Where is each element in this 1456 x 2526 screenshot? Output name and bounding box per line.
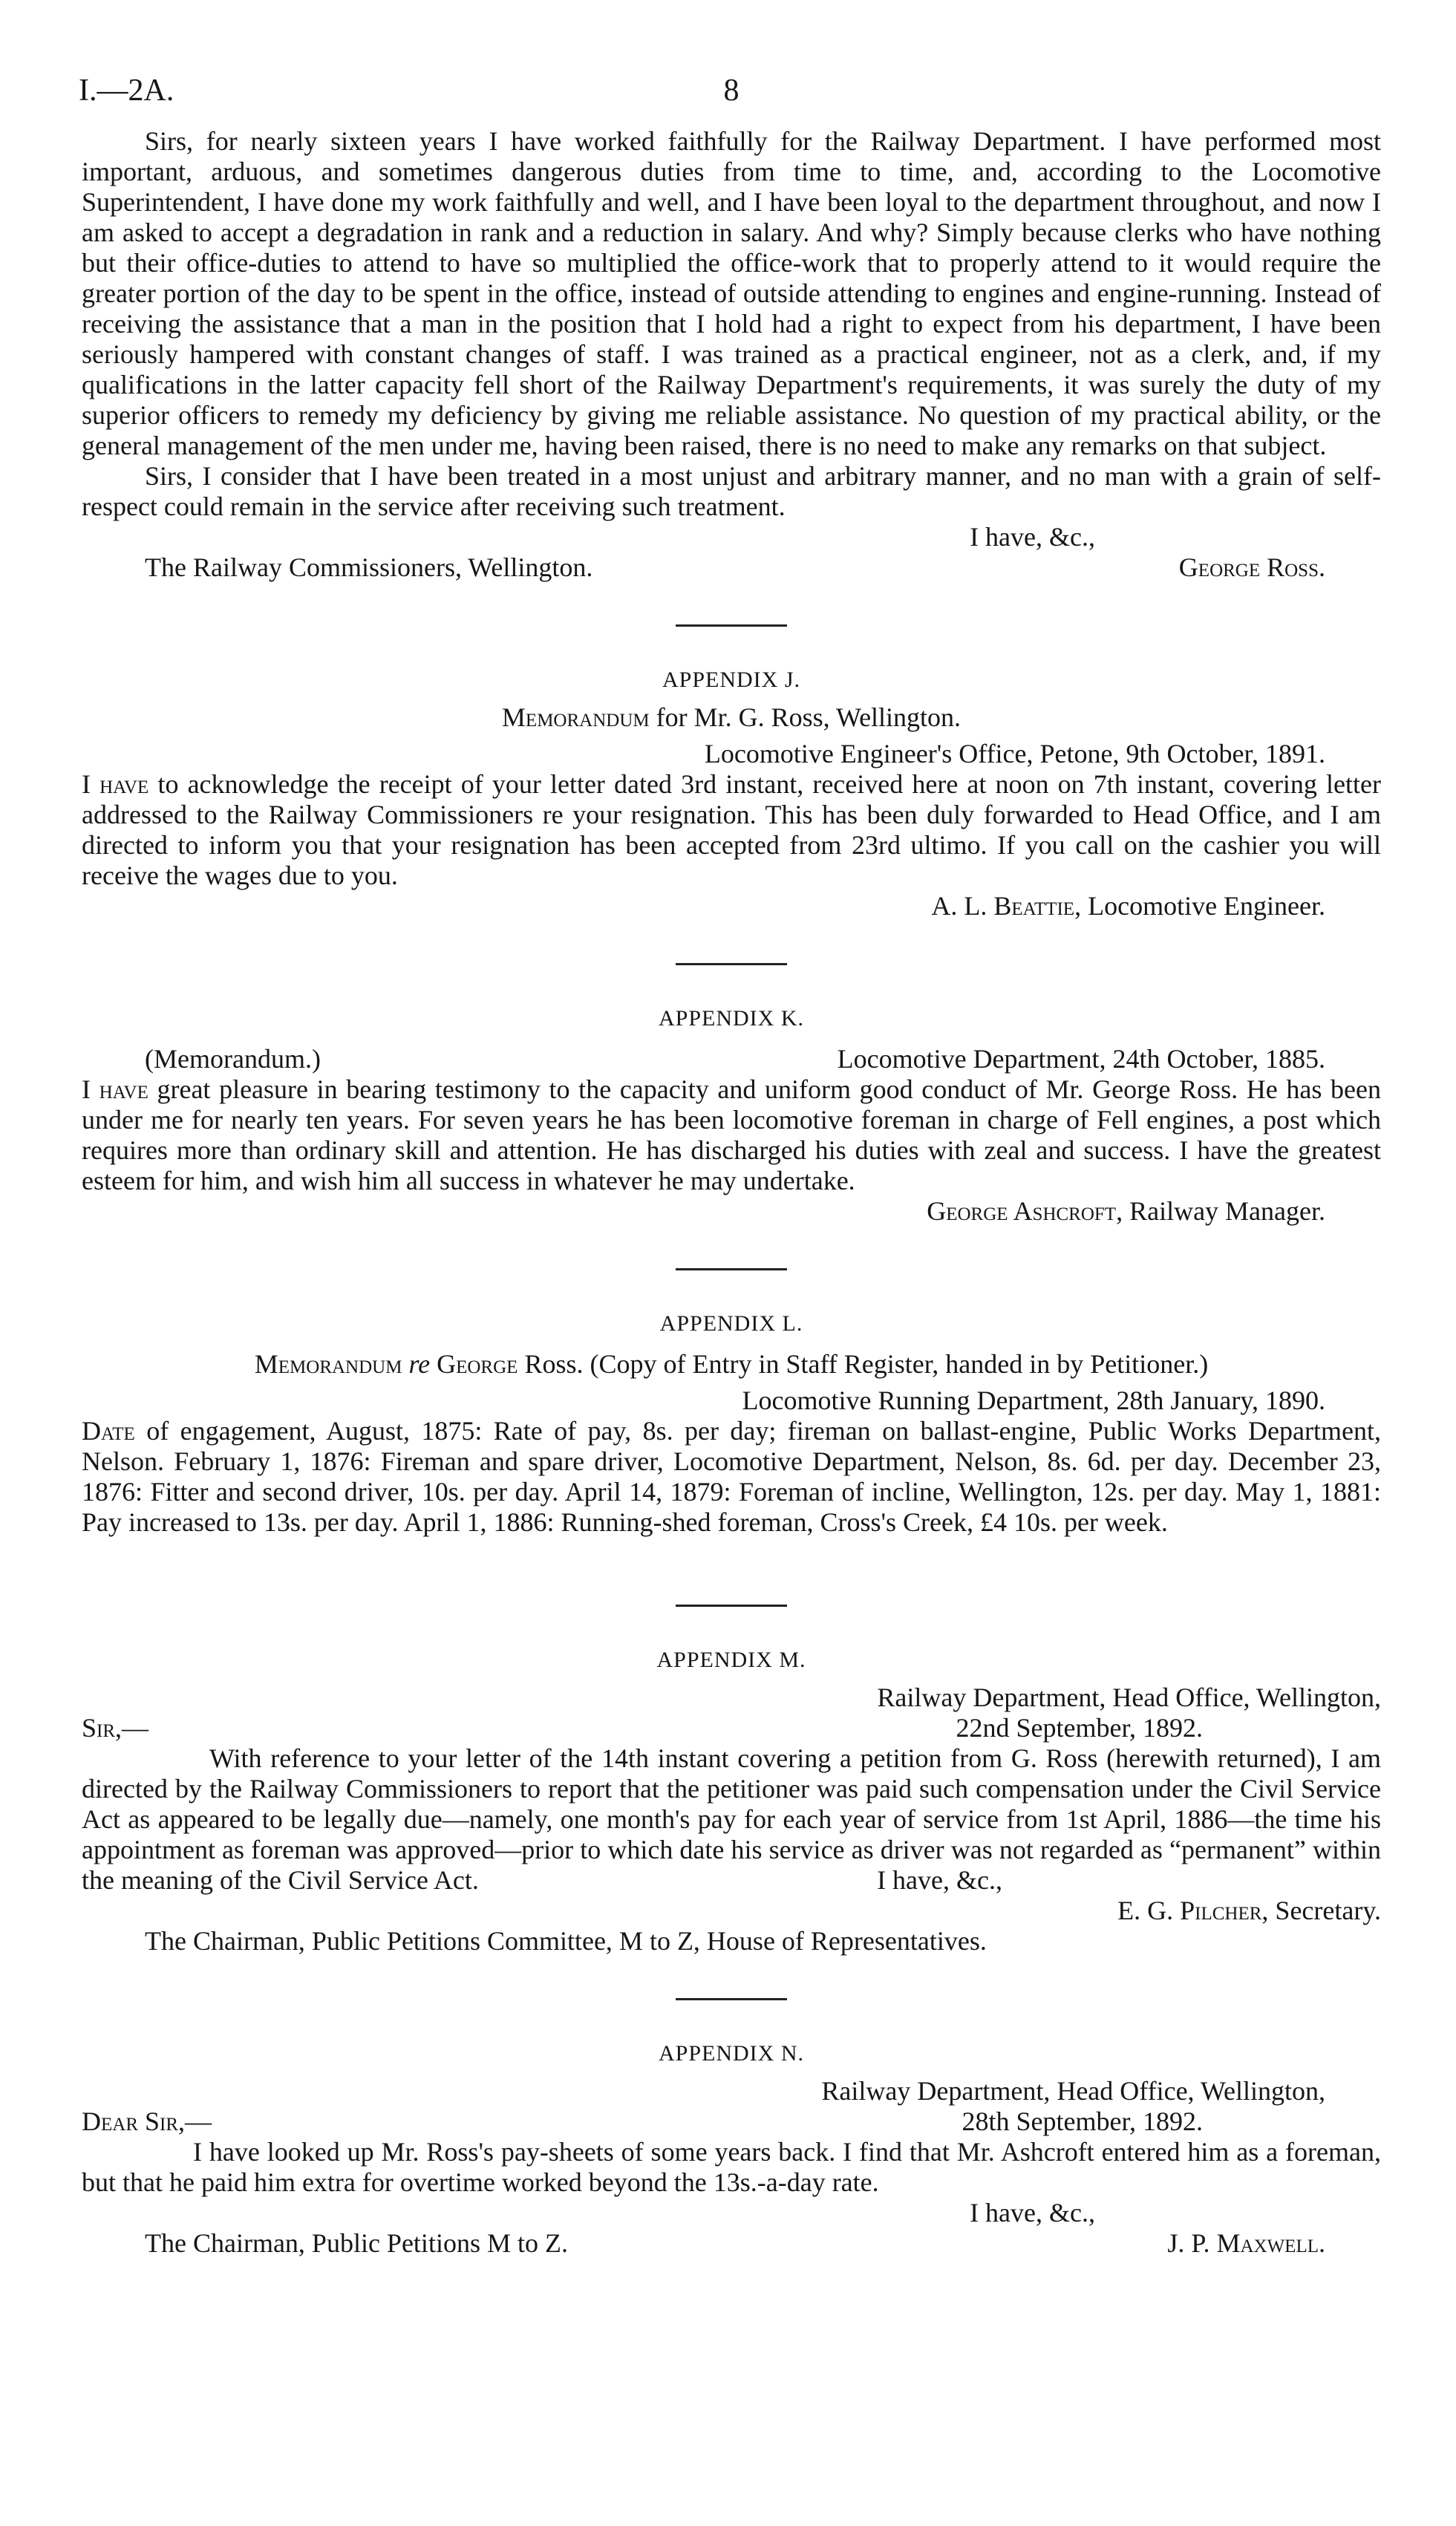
letter-body: With reference to your letter of the 14th instant covering a petition from G. Ross (herewith returned), I am directed by the Railway Commissioners to report that the petitioner was paid such compensation under the Civil Service Act as appeared to be legally due—namely, one month's pay for each year of service from 1st April, 1886—the time his appointment as foreman was approved—prior to which date his service as driver was not regarded as “permanent” within the meaning of the Civil Service Act. xyxy=(82,1743,1381,1895)
appendix-l xyxy=(82,1309,1381,1538)
appendix-j xyxy=(82,665,1381,921)
memo-title: Memorandum re George Ross. (Copy of Entry in Staff Register, handed in by Petitioner.) xyxy=(254,1349,1209,1379)
document-page xyxy=(79,65,1382,2259)
salutation: Dear Sir,— xyxy=(82,2106,212,2136)
appendix-heading: APPENDIX L. xyxy=(659,1311,803,1336)
letter-ross xyxy=(82,126,1381,583)
letter-paragraph: Sirs, for nearly sixteen years I have worked faithfully for the Railway Department. I have performed most important, arduous, and sometimes dangerous duties from time to time, and, according to the Locomotive Superintendent, I have done my work faithfully and well, and I have been loyal to the department throughout, and now I am asked to accept a degradation in rank and a reduction in salary. And why? Simply because clerks who have nothing but their office-duties to attend to have so multiplied the office-work that to properly attend to it would require the greater portion of the day to be spent in the office, instead of outside attending to engines and engine-running. Instead of receiving the assistance that a man in the position that I hold had a right to expect from his department, I have been seriously hampered with constant changes of staff. I was trained as a practical engineer, not as a clerk, and, if my qualifications in the latter capacity fell short of the Railway Department's requirements, it was surely the duty of my superior officers to remedy my deficiency by giving me reliable assistance. No question of my practical ability, or the general management of the men under me, having been raised, there is no need to make any remarks on that subject. xyxy=(82,126,1381,460)
dateline: Locomotive Running Department, 28th January, 1890. xyxy=(742,1386,1325,1415)
letter-address: Railway Department, Head Office, Wellington, xyxy=(821,2076,1325,2106)
section-divider xyxy=(676,1998,787,2000)
dateline: Locomotive Department, 24th October, 1885. xyxy=(837,1044,1325,1074)
section-divider xyxy=(676,1605,787,1607)
letter-addressee: The Chairman, Public Petitions M to Z. xyxy=(145,2228,568,2258)
register-entry: Date of engagement, August, 1875: Rate of pay, 8s. per day; fireman on ballast-engine, Public Works Department, Nelson. February 1, 1876: Fireman and spare driver, Locomotive Department, Nelson, 8s. 6d. per day. December 23, 1876: Fitter and second driver, 10s. per day. April 14, 1879: Foreman of incline, Wellington, 12s. per day. May 1, 1881: Pay increased to 13s. per day. April 1, 1886: Running-shed foreman, Cross's Creek, £4 10s. per week. xyxy=(82,1416,1381,1537)
memo-title: Memorandum for Mr. G. Ross, Wellington. xyxy=(501,702,962,732)
section-divider xyxy=(676,1268,787,1270)
page-reference: I.—2A. xyxy=(79,74,174,108)
page-header xyxy=(79,65,1381,125)
letter-addressee: The Railway Commissioners, Wellington. xyxy=(145,552,593,582)
letter-address: Railway Department, Head Office, Wellington, xyxy=(877,1683,1381,1712)
appendix-heading: APPENDIX K. xyxy=(658,1006,804,1031)
appendix-heading: APPENDIX J. xyxy=(662,668,801,692)
memo-label: (Memorandum.) xyxy=(145,1044,321,1074)
memo-body: I have great pleasure in bearing testimony to the capacity and uniform good conduct of Mr. George Ross. He has been under me for nearly ten years. For seven years he has been locomotive foreman in charge of Fell engines, a post which requires more than ordinary skill and attention. He has discharged his duties with zeal and success. I have the greatest esteem for him, and wish him all success in whatever he may undertake. xyxy=(82,1074,1381,1195)
letter-closing: I have, &c., xyxy=(970,522,1095,552)
signature: George Ashcroft, Railway Manager. xyxy=(927,1196,1325,1226)
salutation: Sir,— xyxy=(82,1713,149,1743)
appendix-n xyxy=(82,2039,1381,2259)
appendix-heading: APPENDIX N. xyxy=(658,2041,804,2066)
appendix-m xyxy=(82,1645,1381,1956)
letter-addressee: The Chairman, Public Petitions Committee, M to Z, House of Representatives. xyxy=(145,1926,987,1956)
letter-date: 28th September, 1892. xyxy=(962,2106,1203,2136)
letter-closing: I have, &c., xyxy=(877,1865,1002,1895)
letter-closing: I have, &c., xyxy=(970,2198,1095,2228)
dateline: Locomotive Engineer's Office, Petone, 9th October, 1891. xyxy=(704,739,1325,768)
appendix-k xyxy=(82,1004,1381,1227)
signature: E. G. Pilcher, Secretary. xyxy=(1117,1896,1381,1925)
section-divider xyxy=(676,624,787,627)
page-number: 8 xyxy=(723,74,740,108)
letter-date: 22nd September, 1892. xyxy=(956,1713,1203,1743)
memo-body: I have to acknowledge the receipt of your letter dated 3rd instant, received here at noon on 7th instant, covering letter addressed to the Railway Commissioners re your resignation. This has been duly forwarded to Head Office, and I am directed to inform you that your resignation has been accepted from 23rd ultimo. If you call on the cashier you will receive the wages due to you. xyxy=(82,769,1382,890)
letter-body: I have looked up Mr. Ross's pay-sheets of some years back. I find that Mr. Ashcroft entered him as a foreman, but that he paid him extra for overtime worked beyond the 13s.-a-day rate. xyxy=(82,2137,1381,2197)
appendix-heading: APPENDIX M. xyxy=(656,1648,806,1672)
letter-paragraph: Sirs, I consider that I have been treated in a most unjust and arbitrary manner, and no man with a grain of self-respect could remain in the service after receiving such treatment. xyxy=(82,461,1381,521)
signature: J. P. Maxwell. xyxy=(1167,2228,1325,2258)
letter-signature: George Ross. xyxy=(1178,552,1325,582)
signature: A. L. Beattie, Locomotive Engineer. xyxy=(931,891,1325,921)
section-divider xyxy=(676,963,787,965)
